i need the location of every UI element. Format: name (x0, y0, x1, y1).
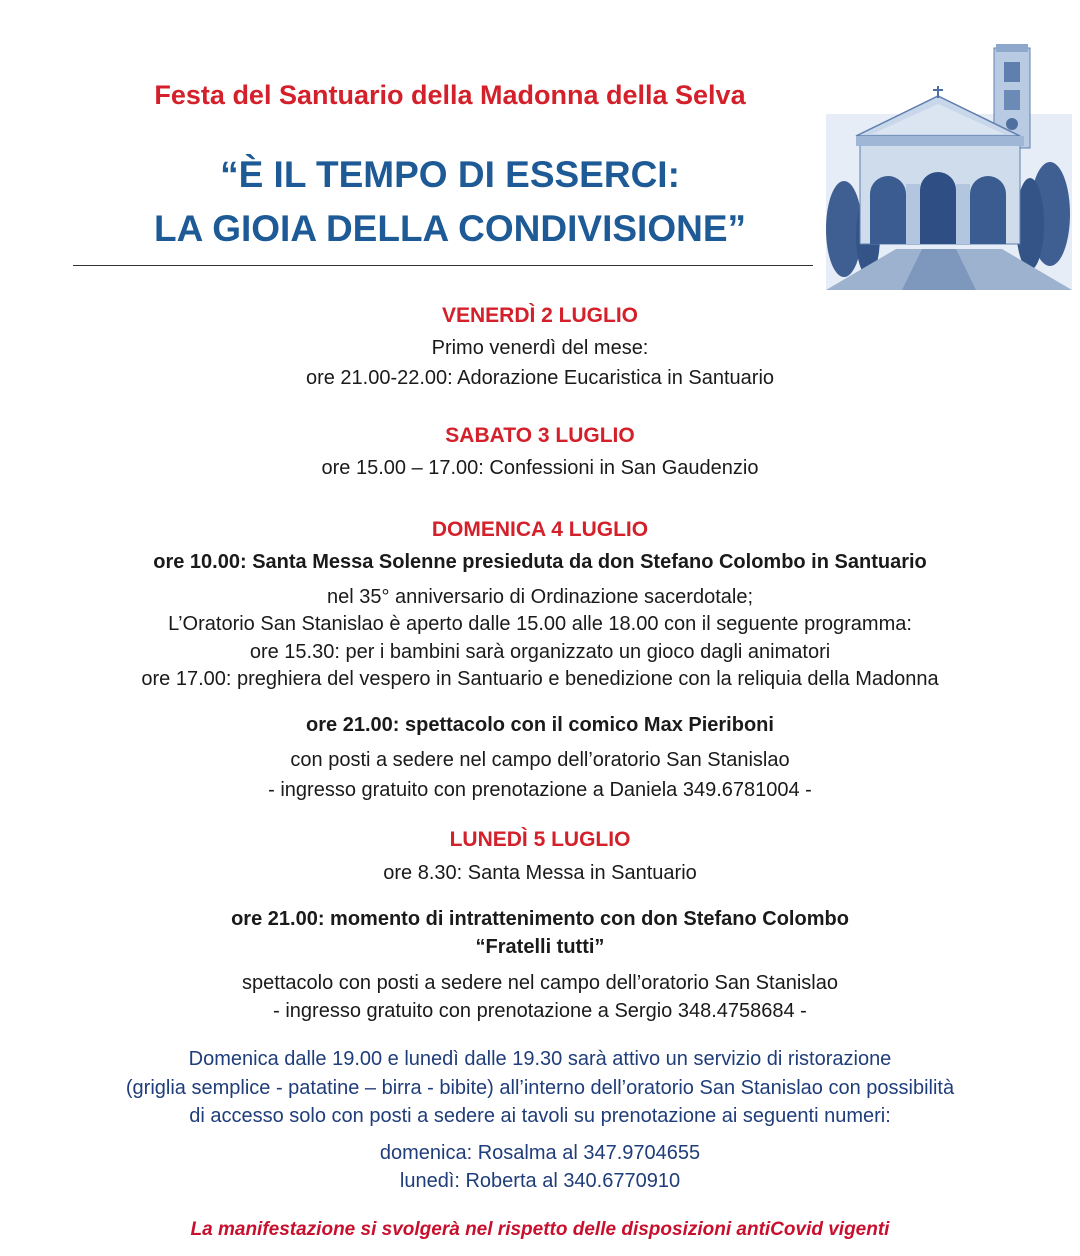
saturday-line-1: ore 15.00 – 17.00: Confessioni in San Gaudenzio (321, 457, 759, 479)
sunday-vespers: ore 17.00: preghiera del vespero in Santuario e benedizione con la reliquia della Madonna (141, 668, 939, 690)
contact-monday: lunedì: Roberta al 340.6770910 (399, 1170, 681, 1192)
monday-entertainment: ore 21.00: momento di intrattenimento con don Stefano Colombo (231, 908, 849, 930)
monday-mass: ore 8.30: Santa Messa in Santuario (383, 862, 697, 884)
sunday-anniversary: nel 35° anniversario di Ordinazione sacerdotale; (326, 586, 754, 608)
friday-heading: VENERDÌ 2 LUGLIO (441, 304, 639, 327)
contact-sunday: domenica: Rosalma al 347.9704655 (379, 1142, 701, 1164)
motto-line-1: “È IL TEMPO DI ESSERCI: (220, 154, 680, 195)
sunday-kids: ore 15.30: per i bambini sarà organizzato un gioco dagli animatori (249, 641, 831, 663)
sunday-seats: con posti a sedere nel campo dell’oratorio San Stanislao (290, 749, 790, 771)
header-divider (73, 265, 813, 266)
event-title: Festa del Santuario della Madonna della Selva (154, 80, 746, 110)
covid-disclaimer: La manifestazione si svolgerà nel rispetto delle disposizioni antiCovid vigenti (190, 1219, 890, 1240)
food-line-3: di accesso solo con posti a sedere ai tavoli su prenotazione ai seguenti numeri: (189, 1105, 891, 1127)
monday-show-title: “Fratelli tutti” (475, 936, 605, 958)
friday-line-2: ore 21.00-22.00: Adorazione Eucaristica in Santuario (305, 367, 775, 389)
food-line-2: (griglia semplice - patatine – birra - bibite) all’interno dell’oratorio San Stanislao con possibilità (125, 1077, 955, 1099)
sunday-heading: DOMENICA 4 LUGLIO (431, 518, 649, 541)
sunday-show: ore 21.00: spettacolo con il comico Max Pieriboni (306, 714, 774, 736)
friday-line-1: Primo venerdì del mese: (431, 337, 649, 359)
saturday-heading: SABATO 3 LUGLIO (445, 424, 635, 447)
church-photo (826, 44, 1072, 290)
sunday-booking: - ingresso gratuito con prenotazione a Daniela 349.6781004 - (268, 779, 812, 801)
event-motto (60, 148, 840, 256)
motto-line-2: LA GIOIA DELLA CONDIVISIONE” (153, 208, 747, 249)
sunday-mass: ore 10.00: Santa Messa Solenne presieduta da don Stefano Colombo in Santuario (153, 551, 927, 573)
sunday-oratory: L’Oratorio San Stanislao è aperto dalle 15.00 alle 18.00 con il seguente programma: (168, 613, 912, 635)
monday-heading: LUNEDÌ 5 LUGLIO (449, 828, 631, 851)
monday-booking: - ingresso gratuito con prenotazione a Sergio 348.4758684 - (273, 1000, 807, 1022)
monday-seats: spettacolo con posti a sedere nel campo dell’oratorio San Stanislao (242, 972, 838, 994)
food-line-1: Domenica dalle 19.00 e lunedì dalle 19.30 sarà attivo un servizio di ristorazione (188, 1048, 892, 1070)
